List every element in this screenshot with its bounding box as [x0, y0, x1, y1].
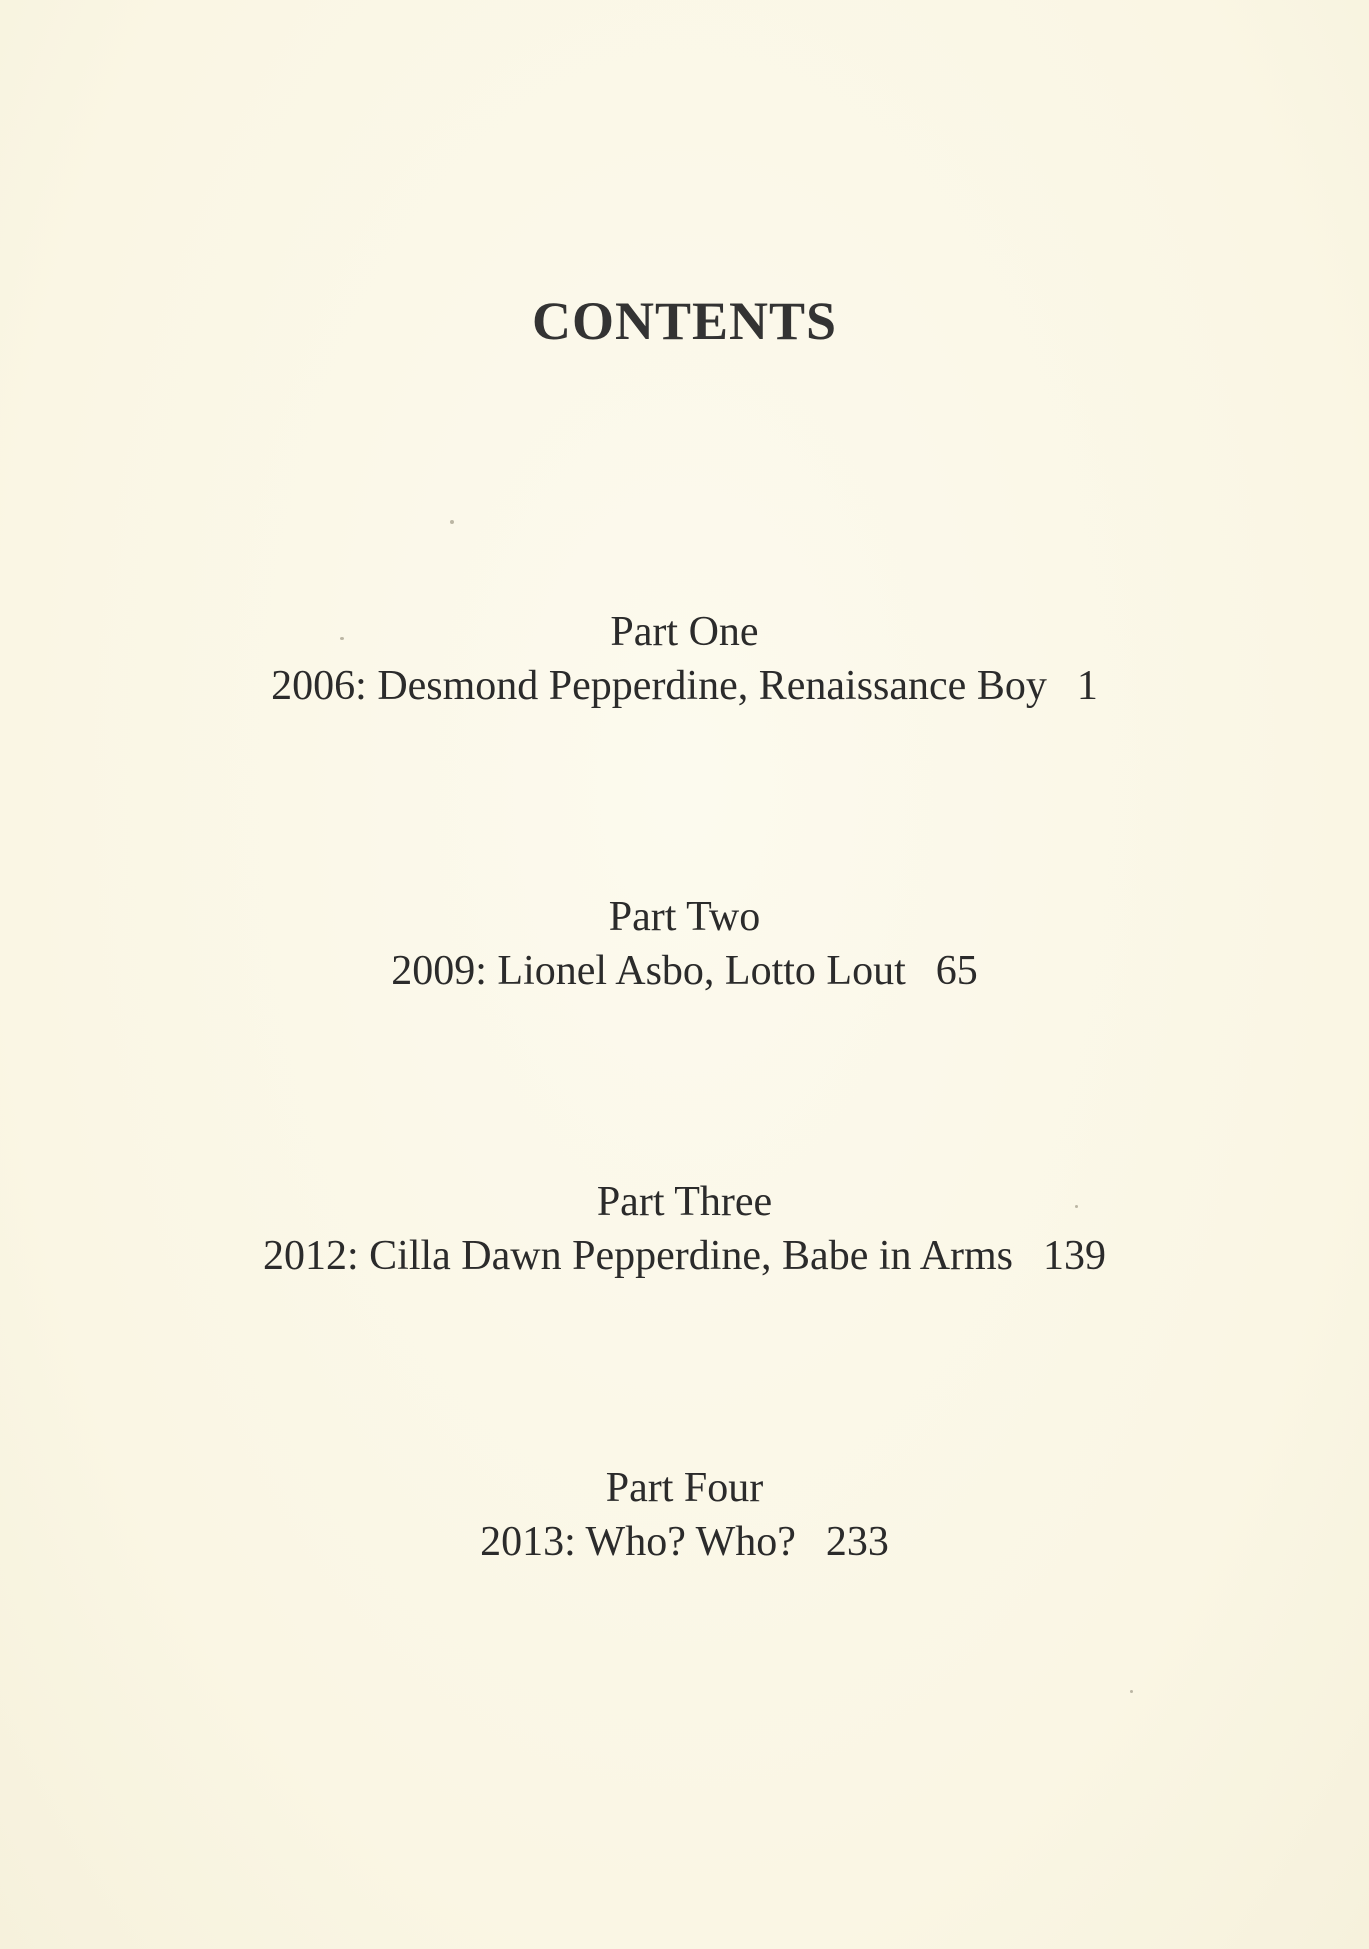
part-label: Part One [610, 609, 759, 655]
paper-speck [450, 520, 454, 524]
entry-year: 2009 [391, 948, 476, 994]
year-colon: : [355, 663, 378, 709]
page-number: 233 [825, 1519, 889, 1565]
entry-year: 2006 [271, 663, 356, 709]
year-colon: : [346, 1233, 370, 1279]
year-colon: : [475, 948, 498, 994]
toc-entry[interactable] [0, 1514, 1369, 1570]
page-number: 139 [1043, 1233, 1107, 1279]
page-title: CONTENTS [531, 291, 838, 351]
toc-entry[interactable] [0, 943, 1369, 999]
entry-year: 2012 [262, 1233, 347, 1279]
toc-entry[interactable] [0, 658, 1369, 714]
entry-title: Lionel Asbo, Lotto Lout [497, 948, 906, 994]
entry-title: Who? Who? [585, 1519, 796, 1565]
entry-title: Cilla Dawn Pepperdine, Babe in Arms [369, 1233, 1014, 1279]
part-label: Part Two [608, 894, 761, 940]
toc-part-two [0, 891, 1369, 999]
toc-part-one [0, 606, 1369, 714]
part-label: Part Four [605, 1465, 764, 1511]
paper-speck [1130, 1690, 1133, 1693]
toc-entry[interactable] [0, 1228, 1369, 1284]
entry-year: 2013 [480, 1519, 565, 1565]
toc-part-four [0, 1462, 1369, 1570]
entry-title: Desmond Pepperdine, Renaissance Boy [377, 663, 1047, 709]
toc-part-three [0, 1176, 1369, 1284]
year-colon: : [564, 1519, 586, 1565]
page-number: 65 [935, 948, 978, 994]
part-label: Part Three [596, 1179, 773, 1225]
page-number: 1 [1076, 663, 1098, 709]
